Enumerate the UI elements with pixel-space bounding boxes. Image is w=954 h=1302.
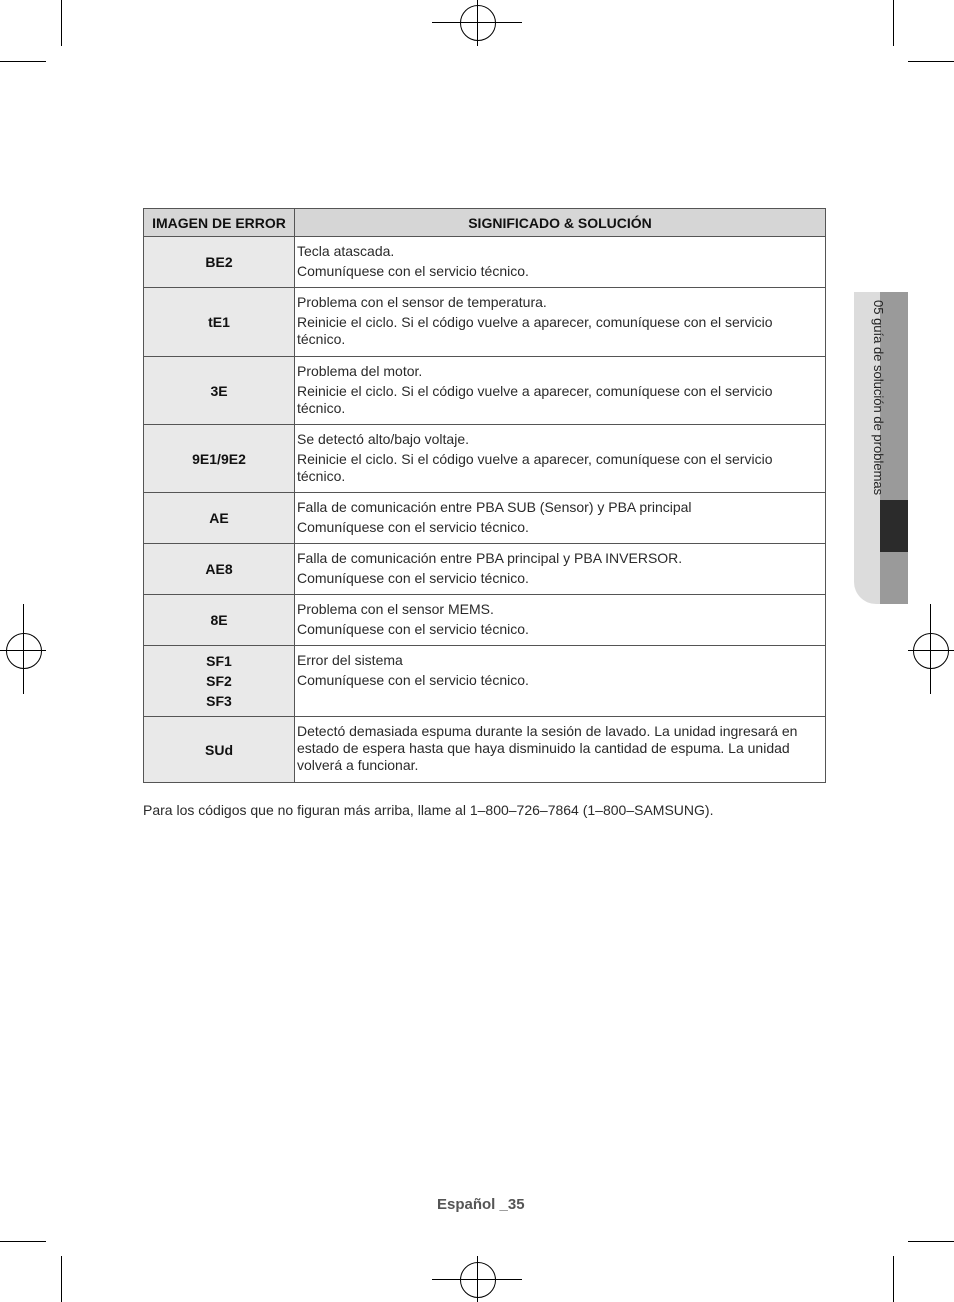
page-number: Español _35 [437, 1196, 525, 1213]
solution-cell: Problema con el sensor de temperatura. Reinicie el ciclo. Si el código vuelve a aparecer, comuníquese con el servicio técnico. [295, 288, 826, 357]
table-row [144, 237, 826, 288]
error-code-table [143, 208, 826, 783]
error-code-cell: AE [144, 493, 295, 544]
footnote-contact-info: Para los códigos que no figuran más arriba, llame al 1–800–726–7864 (1–800–SAMSUNG). [143, 802, 714, 818]
error-code-cell: SF1 SF2 SF3 [144, 646, 295, 717]
crop-mark [908, 61, 954, 62]
table-row [144, 425, 826, 493]
solution-cell: Problema del motor. Reinicie el ciclo. Si el código vuelve a aparecer, comuníquese con el servicio técnico. [295, 357, 826, 425]
registration-mark-icon [477, 0, 478, 46]
registration-mark-icon [432, 1279, 522, 1280]
crop-mark [908, 1241, 954, 1242]
solution-cell: Problema con el sensor MEMS. Comuníquese con el servicio técnico. [295, 595, 826, 646]
registration-mark-icon [460, 1262, 496, 1298]
table-row [144, 595, 826, 646]
crop-mark [0, 1241, 46, 1242]
registration-mark-icon [23, 604, 24, 694]
table-row [144, 717, 826, 783]
error-code-cell: BE2 [144, 237, 295, 288]
solution-cell: Falla de comunicación entre PBA SUB (Sensor) y PBA principal Comuníquese con el servicio técnico. [295, 493, 826, 544]
table-row [144, 493, 826, 544]
crop-mark [61, 0, 62, 46]
crop-mark [893, 0, 894, 46]
registration-mark-icon [6, 633, 42, 669]
solution-cell: Tecla atascada. Comuníquese con el servicio técnico. [295, 237, 826, 288]
table-header-row [144, 209, 826, 237]
registration-mark-icon [908, 650, 954, 651]
error-code-cell: tE1 [144, 288, 295, 357]
chapter-tab-active-marker [880, 500, 908, 552]
table-row [144, 544, 826, 595]
table-row [144, 288, 826, 357]
error-code-cell: 9E1/9E2 [144, 425, 295, 493]
registration-mark-icon [460, 5, 496, 41]
solution-cell: Detectó demasiada espuma durante la sesión de lavado. La unidad ingresará en estado de espera hasta que haya disminuido la cantidad de espuma. La unidad volverá a funcionar. [295, 717, 826, 783]
column-header-meaning-solution: SIGNIFICADO & SOLUCIÓN [295, 209, 826, 237]
registration-mark-icon [432, 22, 522, 23]
error-code-cell: AE8 [144, 544, 295, 595]
solution-cell: Falla de comunicación entre PBA principal y PBA INVERSOR. Comuníquese con el servicio técnico. [295, 544, 826, 595]
crop-mark [893, 1256, 894, 1302]
crop-mark [61, 1256, 62, 1302]
registration-mark-icon [930, 604, 931, 694]
chapter-title: 05 guía de solución de problemas [871, 300, 886, 496]
registration-mark-icon [0, 650, 46, 651]
solution-cell: Error del sistema Comuníquese con el servicio técnico. [295, 646, 826, 717]
table-row [144, 646, 826, 717]
chapter-tab-strip [880, 552, 908, 604]
error-code-cell: 3E [144, 357, 295, 425]
table-row [144, 357, 826, 425]
error-code-cell: 8E [144, 595, 295, 646]
solution-cell: Se detectó alto/bajo voltaje. Reinicie el ciclo. Si el código vuelve a aparecer, comuníquese con el servicio técnico. [295, 425, 826, 493]
error-code-cell: SUd [144, 717, 295, 783]
column-header-error-image: IMAGEN DE ERROR [144, 209, 295, 237]
crop-mark [0, 61, 46, 62]
registration-mark-icon [913, 633, 949, 669]
